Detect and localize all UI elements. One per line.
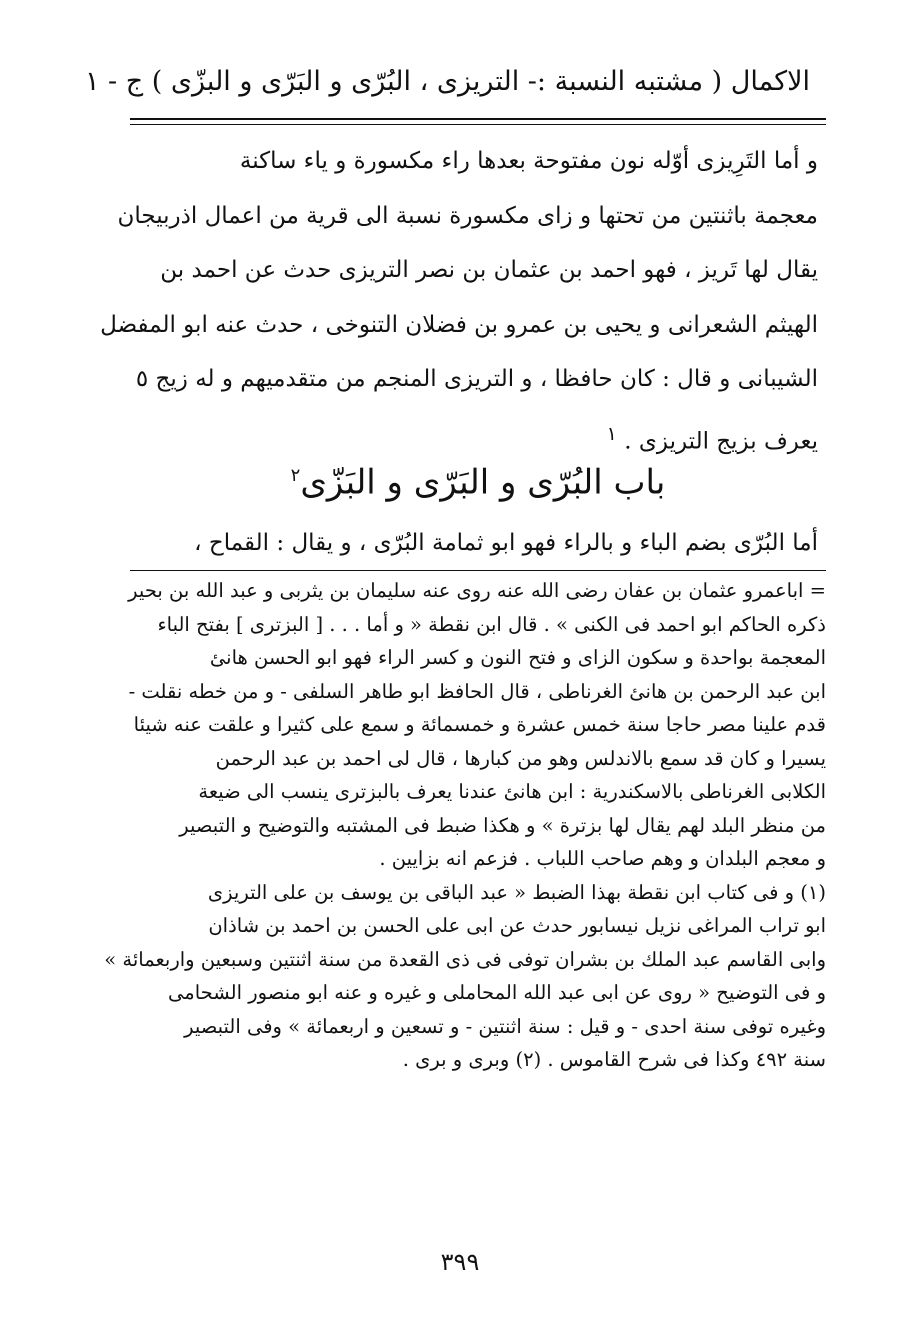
footnote-line-6: يسيرا و كان قد سمع بالاندلس وهو من كبارها ، قال لى احمد بن عبد الرحمن (215, 746, 826, 770)
text-line-5-content: الشيبانى و قال : كان حافظا ، و التريزى المنجم من متقدميهم و له زيج (155, 366, 818, 392)
footnote-line-11: ابو تراب المراغى نزيل نيسابور حدث عن ابى على الحسن بن احمد بن شاذان (208, 914, 826, 937)
footnote-line-9: و معجم البلدان و وهم صاحب اللباب . فزعم انه بزايين . (379, 847, 826, 870)
header-rule-thick (130, 118, 826, 120)
footnote-reference-1: ١ (606, 421, 617, 445)
text-line-2: معجمة باثنتين من تحتها و زاى مكسورة نسبة الى قرية من اعمال اذربيجان (117, 202, 818, 229)
footnote-line-3: المعجمة بواحدة و سكون الزاى و فتح النون و كسر الراء فهو ابو الحسن هانئ (209, 646, 826, 669)
chapter-first-line: أما البُرّى بضم الباء و بالراء فهو ابو ثمامة البُرّى ، و يقال : القماح ، (194, 530, 818, 556)
footnote-line-10: (١) و فى كتاب ابن نقطة بهذا الضبط « عبد الباقى بن يوسف بن على التريزى (207, 880, 826, 904)
text-line-5 (135, 352, 818, 407)
text-line-4: الهيثم الشعرانى و يحيى بن عمرو بن فضلان التنوخى ، حدث عنه ابو المفضل (100, 311, 818, 338)
footnote-line-15: سنة ٤٩٢ وكذا فى شرح القاموس . (٢) وبرى و برى . (402, 1048, 826, 1071)
footnote-line-13: و فى التوضيح « روى عن ابى عبد الله المحاملى و غيره و عنه ابو منصور الشحامى (168, 981, 826, 1004)
footnote-line-1: = اباعمرو عثمان بن عفان رضى الله عنه روى عنه سليمان بن يثربى و عبد الله بن بحير (128, 579, 826, 602)
footnote-reference-2: ٢ (290, 465, 301, 486)
footnote-line-7: الكلابى الغرناطى بالاسكندرية : ابن هانئ عندنا يعرف بالبزترى ينسب الى ضيعة (198, 780, 826, 803)
running-head (84, 62, 810, 102)
main-text (100, 134, 818, 469)
margin-line-number: ٥ (135, 366, 149, 392)
footnote-line-2: ذكره الحاكم ابو احمد فى الكنى » . قال ابن نقطة « و أما . . . [ البزترى ] بفتح الباء (157, 612, 826, 636)
footnote-separator (130, 570, 826, 571)
chapter-heading (130, 448, 826, 510)
footnote-line-5: قدم علينا مصر حاجا سنة خمس عشرة و خمسمائة و سمع على كثيرا و علقت عنه شيئا (133, 713, 826, 736)
footnote-line-12: وابى القاسم عبد الملك بن بشران توفى فى ذى القعدة من سنة اثنتين وسبعين واربعمائة » (104, 947, 826, 971)
text-line-6-content: يعرف بزيج التريزى . (624, 428, 818, 455)
text-line-3: يقال لها تَريز ، فهو احمد بن عثمان بن نصر التريزى حدث عن احمد بن (160, 257, 818, 283)
running-head-text: الاكمال ( مشتبه النسبة :- التريزى ، البُرّى و البَرّى و البزّى ) ج - ١ (84, 66, 810, 97)
page-number: ٣٩٩ (440, 1248, 480, 1276)
header-rule-thin (130, 124, 826, 125)
footnote-line-8: من منظر البلد لهم يقال لها بزترة » و هكذا ضبط فى المشتبه والتوضيح و التبصير (179, 813, 826, 837)
footnote-line-4: ابن عبد الرحمن بن هانئ الغرناطى ، قال الحافظ ابو طاهر السلفى - و من خطه نقلت - (128, 679, 826, 703)
footnote-line-14: وغيره توفى سنة احدى - و قيل : سنة اثنتين - و تسعين و اربعمائة » وفى التبصير (184, 1014, 826, 1038)
footnotes-block (104, 574, 826, 1077)
text-line-1: و أما التَرِيزى أوّله نون مفتوحة بعدها راء مكسورة و ياء ساكنة (239, 148, 818, 174)
chapter-heading-text: باب البُرّى و البَرّى و البَزّى (300, 462, 666, 503)
